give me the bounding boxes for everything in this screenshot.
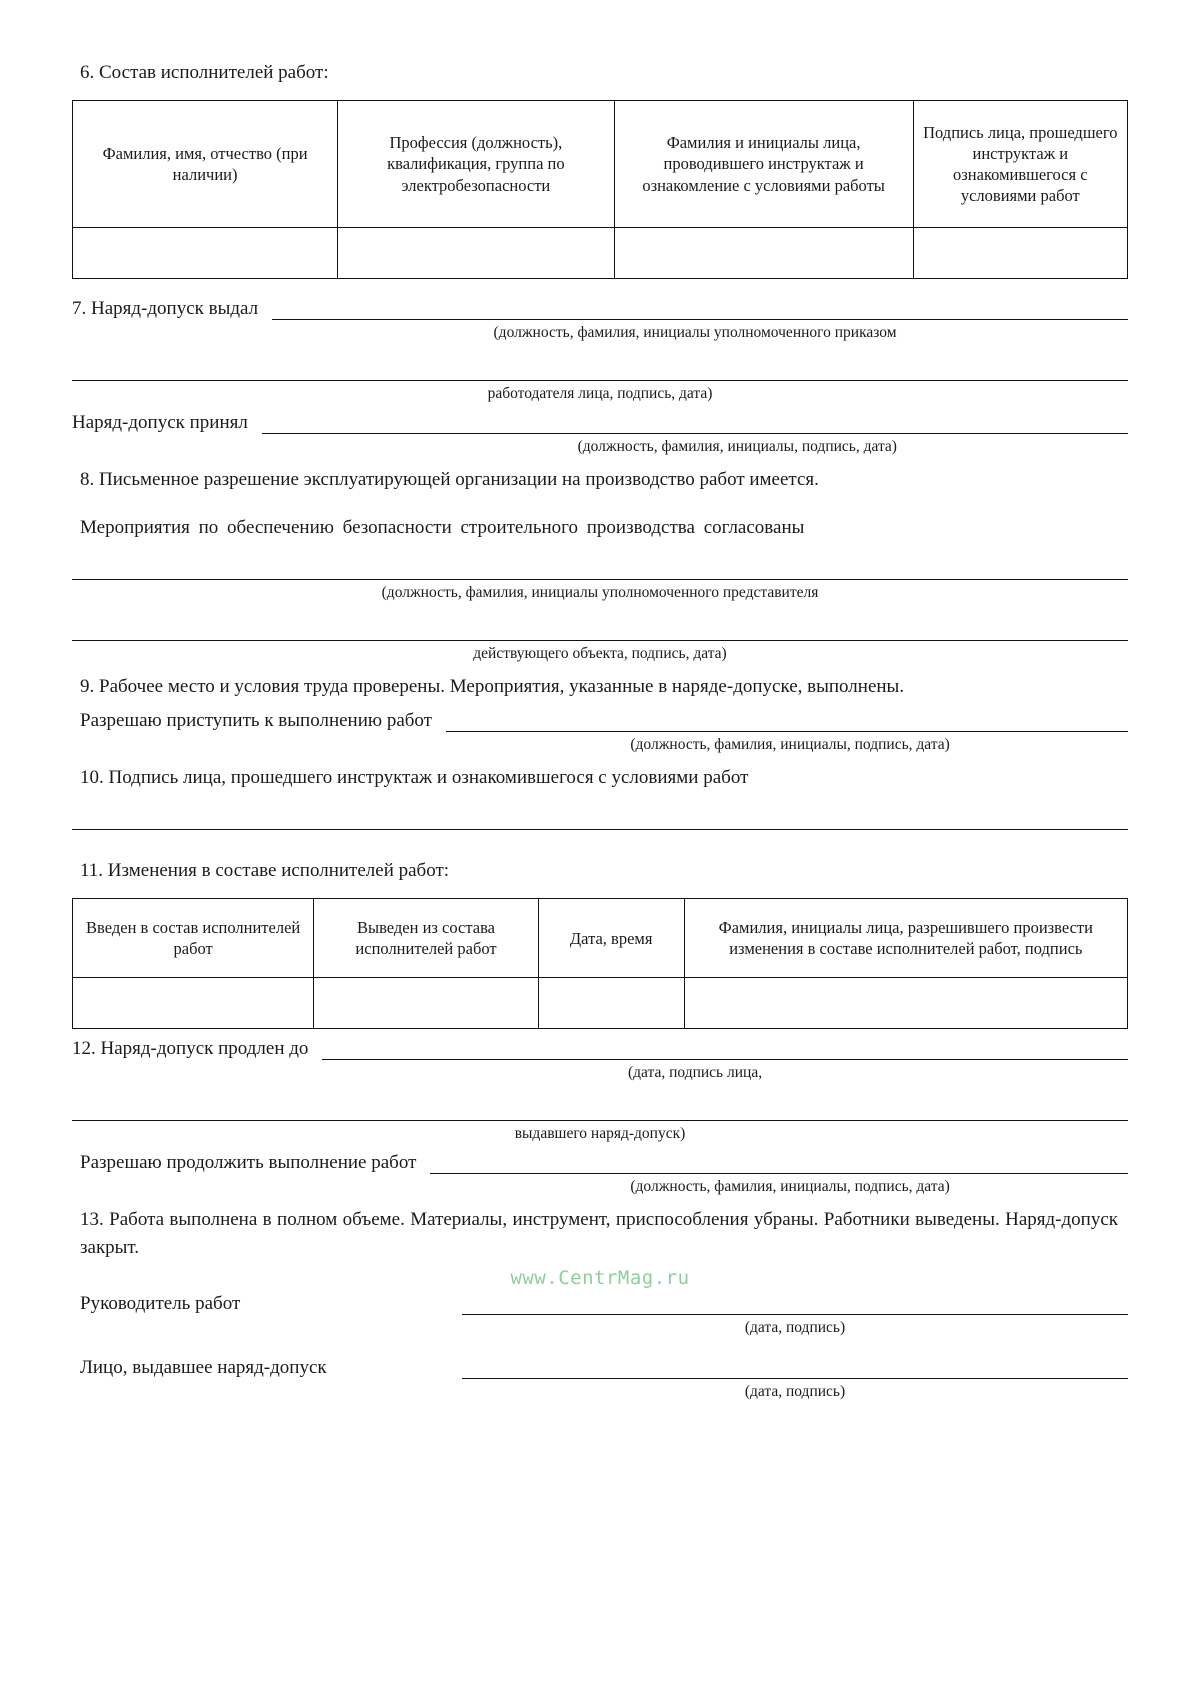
- cell-fullname[interactable]: [73, 228, 338, 279]
- section-9-label: Разрешаю приступить к выполнению работ: [80, 709, 432, 731]
- table-header-row: [73, 899, 1128, 978]
- column-header-datetime: Дата, время: [538, 899, 684, 978]
- cell-instructor[interactable]: [614, 228, 913, 279]
- column-header-authorizer: Фамилия, инициалы лица, разрешившего произвести изменения в составе исполнителей работ, подпись: [684, 899, 1127, 978]
- column-header-signature: Подпись лица, прошедшего инструктаж и ознакомившегося с условиями работ: [913, 101, 1127, 228]
- permit-issuer-row: [72, 1357, 1128, 1379]
- permit-issued-hint-1: (должность, фамилия, инициалы уполномоченного приказом: [493, 324, 897, 341]
- table-row[interactable]: [73, 228, 1128, 279]
- section-9-input[interactable]: [446, 711, 1128, 732]
- permit-extended-hint-1: (дата, подпись лица,: [627, 1064, 763, 1082]
- section-10-text: 10. Подпись лица, прошедшего инструктаж и ознакомившегося с условиями работ: [80, 766, 749, 788]
- permit-issuer-input[interactable]: [462, 1358, 1128, 1379]
- work-manager-input[interactable]: [462, 1294, 1128, 1315]
- work-manager-hint: (дата, подпись): [744, 1319, 846, 1337]
- section-11-title: 11. Изменения в составе исполнителей работ:: [80, 860, 450, 882]
- permit-accepted-row: [72, 413, 1128, 434]
- performers-table: [72, 100, 1128, 279]
- permit-issuer-hint: (дата, подпись): [744, 1383, 846, 1401]
- section-8-text-1: 8. Письменное разрешение эксплуатирующей организации на производство работ имеется.: [80, 469, 819, 490]
- permit-extended-label: 12. Наряд-допуск продлен до: [72, 1038, 309, 1060]
- permit-issued-row: [72, 299, 1128, 320]
- permit-extended-input[interactable]: [322, 1039, 1128, 1060]
- cell-datetime[interactable]: [538, 978, 684, 1029]
- cell-profession[interactable]: [338, 228, 614, 279]
- permit-accepted-label: Наряд-допуск принял: [72, 412, 248, 434]
- cell-authorizer[interactable]: [684, 978, 1127, 1029]
- work-manager-row: [72, 1293, 1128, 1315]
- continue-work-input[interactable]: [430, 1153, 1128, 1174]
- watermark: www.CentrMag.ru: [510, 1267, 690, 1290]
- permit-issued-hint-2: работодателя лица, подпись, дата): [487, 385, 713, 402]
- cell-added[interactable]: [73, 978, 314, 1029]
- section-8-hint-2: действующего объекта, подпись, дата): [473, 645, 727, 663]
- column-header-instructor: Фамилия и инициалы лица, проводившего инструктаж и ознакомление с условиями работы: [614, 101, 913, 228]
- permit-issued-input-2[interactable]: [72, 362, 1128, 381]
- cell-signature[interactable]: [913, 228, 1127, 279]
- section-8-hint-1: (должность, фамилия, инициалы уполномоченного представителя: [381, 584, 819, 602]
- changes-table: [72, 898, 1128, 1029]
- permit-accepted-input[interactable]: [262, 413, 1128, 434]
- column-header-removed: Выведен из состава исполнителей работ: [314, 899, 538, 978]
- permit-extended-hint-2: выдавшего наряд-допуск): [514, 1125, 686, 1143]
- section-6-title: 6. Состав исполнителей работ:: [80, 62, 329, 83]
- column-header-profession: Профессия (должность), квалификация, группа по электробезопасности: [338, 101, 614, 228]
- continue-work-row: [72, 1153, 1128, 1174]
- section-8-input-1[interactable]: [72, 561, 1128, 580]
- permit-extended-row: [72, 1039, 1128, 1060]
- table-row[interactable]: [73, 978, 1128, 1029]
- column-header-added: Введен в состав исполнителей работ: [73, 899, 314, 978]
- section-13-text: 13. Работа выполнена в полном объеме. Материалы, инструмент, приспособления убраны. Работники выведены. Наряд-допуск закрыт.: [80, 1209, 1118, 1258]
- section-8-text-2: Мероприятия по обеспечению безопасности строительного производства согласованы: [80, 516, 805, 538]
- permit-extended-input-2[interactable]: [72, 1102, 1128, 1121]
- section-9-permission-row: [72, 711, 1128, 732]
- section-10-input[interactable]: [72, 811, 1128, 830]
- work-manager-label: Руководитель работ: [80, 1293, 241, 1315]
- column-header-fullname: Фамилия, имя, отчество (при наличии): [73, 101, 338, 228]
- continue-work-label: Разрешаю продолжить выполнение работ: [80, 1152, 417, 1174]
- section-8-input-2[interactable]: [72, 622, 1128, 641]
- permit-issued-label: 7. Наряд-допуск выдал: [72, 298, 259, 320]
- permit-accepted-hint: (должность, фамилия, инициалы, подпись, дата): [577, 438, 897, 455]
- table-header-row: [73, 101, 1128, 228]
- section-9-text: 9. Рабочее место и условия труда проверены. Мероприятия, указанные в наряде-допуске, выполнены.: [80, 676, 905, 698]
- continue-work-hint: (должность, фамилия, инициалы, подпись, дата): [630, 1178, 950, 1196]
- section-9-hint: (должность, фамилия, инициалы, подпись, дата): [630, 735, 950, 753]
- permit-issuer-label: Лицо, выдавшее наряд-допуск: [80, 1357, 327, 1379]
- cell-removed[interactable]: [314, 978, 538, 1029]
- permit-issued-input[interactable]: [272, 299, 1128, 320]
